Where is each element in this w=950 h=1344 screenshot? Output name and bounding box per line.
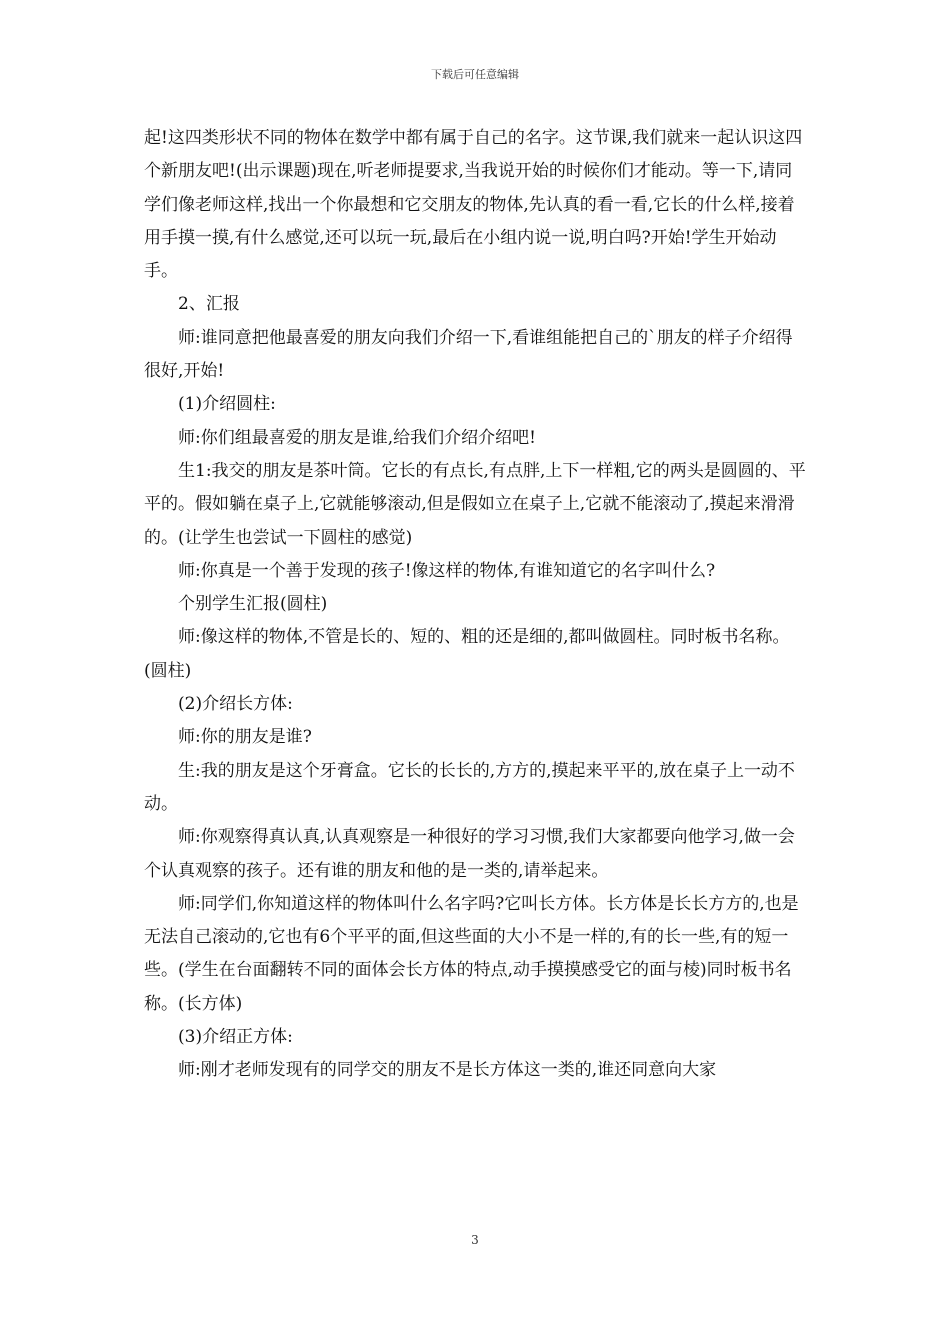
paragraph: 起!这四类形状不同的物体在数学中都有属于自己的名字。这节课,我们就来一起认识这四个新朋友吧!(出示课题)现在,听老师提要求,当我说开始的时候你们才能动。等一下,请同学们像老师这样,找出一个你最想和它交朋友的物体,先认真的看一看,它长的什么样,接着用手摸一摸,有什么感觉,还可以玩一玩,最后在小组内说一说,明白吗?开始!学生开始动手。	[144, 128, 803, 282]
paragraph: 师:谁同意把他最喜爱的朋友向我们介绍一下,看谁组能把自己的`朋友的样子介绍得很好,开始!	[144, 327, 793, 382]
paragraph: 师:刚才老师发现有的同学交的朋友不是长方体这一类的,谁还同意向大家	[178, 1060, 717, 1081]
paragraph: (2)介绍长方体:	[178, 694, 293, 715]
paragraph: 生:我的朋友是这个牙膏盒。它长的长长的,方方的,摸起来平平的,放在桌子上一动不动。	[144, 760, 795, 814]
paragraph: 师:同学们,你知道这样的物体叫什么名字吗?它叫长方体。长方体是长长方方的,也是无法自己滚动的,它也有6个平平的面,但这些面的大小不是一样的,有的长一些,有的短一些。(学生在台面翻转不同的面体会长方体的特点,动手摸摸感受它的面与棱)同时板书名称。(长方体)	[144, 893, 799, 1014]
paragraph: (1)介绍圆柱:	[178, 394, 276, 415]
paragraph: 师:你真是一个善于发现的孩子!像这样的物体,有谁知道它的名字叫什么?	[178, 560, 716, 581]
paragraph: 2、汇报	[178, 294, 240, 315]
page-header: 下载后可任意编辑	[431, 68, 519, 81]
page-number: 3	[471, 1233, 479, 1247]
paragraph: 师:你的朋友是谁?	[178, 727, 312, 748]
paragraph: 师:你们组最喜爱的朋友是谁,给我们介绍介绍吧!	[178, 427, 536, 448]
paragraph: 师:你观察得真认真,认真观察是一种很好的学习习惯,我们大家都要向他学习,做一会个认真观察的孩子。还有谁的朋友和他的是一类的,请举起来。	[144, 827, 795, 881]
paragraph: 个别学生汇报(圆柱)	[178, 594, 328, 615]
document-body	[144, 122, 806, 1088]
paragraph: (3)介绍正方体:	[178, 1027, 293, 1048]
paragraph: 师:像这样的物体,不管是长的、短的、粗的还是细的,都叫做圆柱。同时板书名称。(圆柱)	[144, 627, 790, 681]
paragraph: 生1:我交的朋友是茶叶筒。它长的有点长,有点胖,上下一样粗,它的两头是圆圆的、平平的。假如躺在桌子上,它就能够滚动,但是假如立在桌子上,它就不能滚动了,摸起来滑滑的。(让学生也尝试一下圆柱的感觉)	[144, 460, 806, 548]
